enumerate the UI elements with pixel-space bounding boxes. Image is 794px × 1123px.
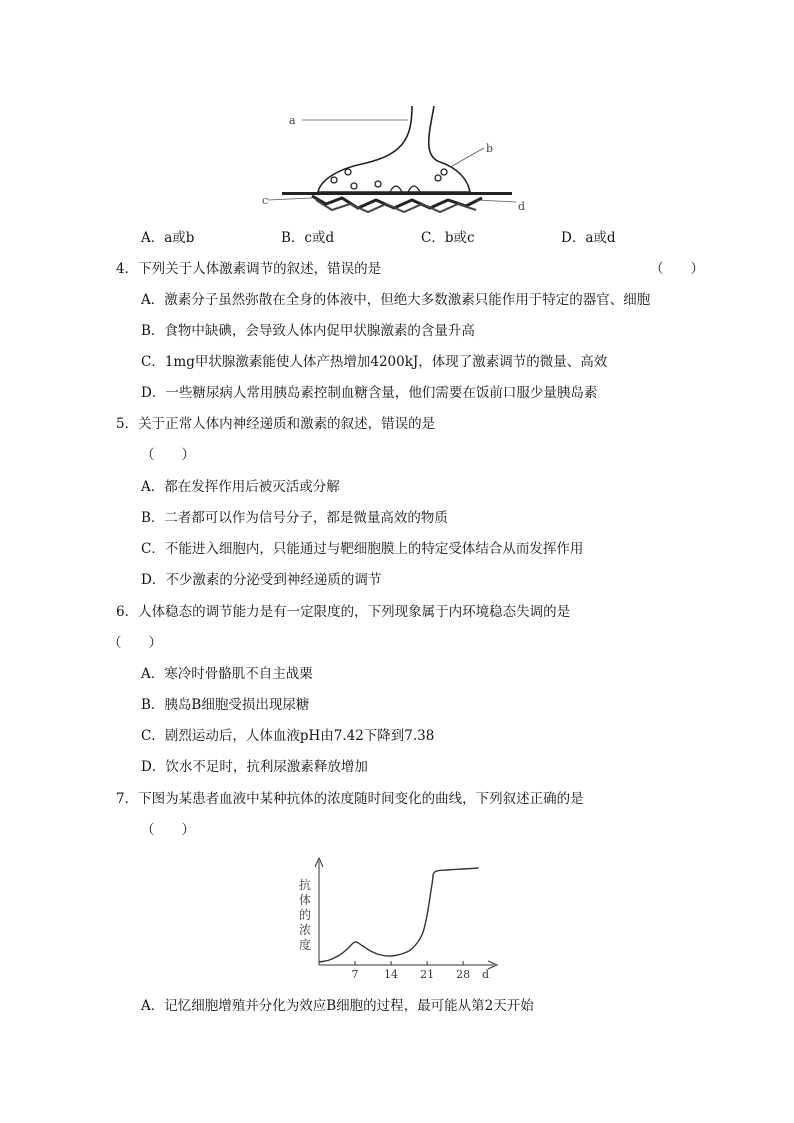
y-axis-label xyxy=(299,877,311,952)
q5-stem: 5．关于正常人体内神经递质和激素的叙述，错误的是 xyxy=(116,416,436,432)
q3-option-a[interactable]: A．a或b xyxy=(141,230,195,246)
q3-option-b[interactable]: B．c或d xyxy=(281,230,335,246)
q5-option-a[interactable]: A．都在发挥作用后被灭活或分解 xyxy=(141,479,340,495)
q7-stem: 7．下图为某患者血液中某种抗体的浓度随时间变化的曲线，下列叙述正确的是 xyxy=(116,791,584,807)
label-a: a xyxy=(289,114,296,127)
x-tick-label: 21 xyxy=(420,968,435,981)
postsynaptic-membrane xyxy=(282,192,512,195)
leader-d xyxy=(476,200,516,202)
q4-option-d[interactable]: D．一些糖尿病人常用胰岛素控制血糖含量，他们需要在饭前口服少量胰岛素 xyxy=(141,385,598,401)
receptor-layer xyxy=(312,196,482,208)
q6-option-b[interactable]: B．胰岛B细胞受损出现尿糖 xyxy=(141,697,310,713)
x-tick-label: 14 xyxy=(384,968,399,981)
q6-option-a[interactable]: A．寒冷时骨骼肌不自主战栗 xyxy=(141,666,313,682)
x-tick-label: 7 xyxy=(351,968,359,981)
x-axis-label: d xyxy=(482,968,490,981)
q3-option-d[interactable]: D．a或d xyxy=(561,230,616,246)
q4-option-c[interactable]: C．1mg甲状腺激素能使人体产热增加4200kJ，体现了激素调节的微量、高效 xyxy=(141,354,608,370)
q4-option-a[interactable]: A．激素分子虽然弥散在全身的体液中，但绝大多数激素只能作用于特定的器官、细胞 xyxy=(141,292,651,308)
antibody-concentration-chart xyxy=(294,855,506,985)
q6-option-d[interactable]: D．饮水不足时，抗利尿激素释放增加 xyxy=(141,759,368,775)
y-axis-label-char: 浓 xyxy=(299,923,312,937)
label-c: c xyxy=(262,194,269,207)
y-axis-label-char: 体 xyxy=(299,893,312,907)
q4-stem: 4．下列关于人体激素调节的叙述，错误的是 xyxy=(116,261,382,277)
q5-option-d[interactable]: D．不少激素的分泌受到神经递质的调节 xyxy=(141,572,382,588)
series-line xyxy=(319,868,479,962)
q5-option-c[interactable]: C．不能进入细胞内，只能通过与靶细胞膜上的特定受体结合从而发挥作用 xyxy=(141,541,584,557)
y-axis-label-char: 度 xyxy=(299,938,312,952)
q3-option-c[interactable]: C．b或c xyxy=(421,230,475,246)
q5-option-b[interactable]: B．二者都可以作为信号分子，都是微量高效的物质 xyxy=(141,510,448,526)
q4-answer-paren[interactable]: （ ） xyxy=(650,261,704,277)
q6-option-c[interactable]: C．剧烈运动后，人体血液pH由7.42下降到7.38 xyxy=(141,728,435,744)
x-tick-label: 28 xyxy=(456,968,471,981)
y-axis-label-char: 的 xyxy=(299,908,312,922)
q6-stem: 6．人体稳态的调节能力是有一定限度的，下列现象属于内环境稳态失调的是 xyxy=(116,604,571,620)
label-d: d xyxy=(518,200,526,213)
leader-b xyxy=(452,148,484,166)
q7-answer-paren[interactable]: （ ） xyxy=(141,822,195,838)
synaptic-knob xyxy=(318,106,470,192)
q4-option-b[interactable]: B．食物中缺碘，会导致人体内促甲状腺激素的含量升高 xyxy=(141,323,475,339)
q6-answer-paren[interactable]: （ ） xyxy=(108,635,162,651)
vesicles xyxy=(331,169,447,189)
release-site xyxy=(390,186,420,192)
q5-answer-paren[interactable]: （ ） xyxy=(141,447,195,463)
y-axis-label-char: 抗 xyxy=(299,878,312,892)
q7-option-a[interactable]: A．记忆细胞增殖并分化为效应B细胞的过程，最可能从第2天开始 xyxy=(141,998,534,1014)
leader-c xyxy=(268,198,312,200)
label-b: b xyxy=(486,142,494,155)
synapse-figure xyxy=(262,100,532,222)
